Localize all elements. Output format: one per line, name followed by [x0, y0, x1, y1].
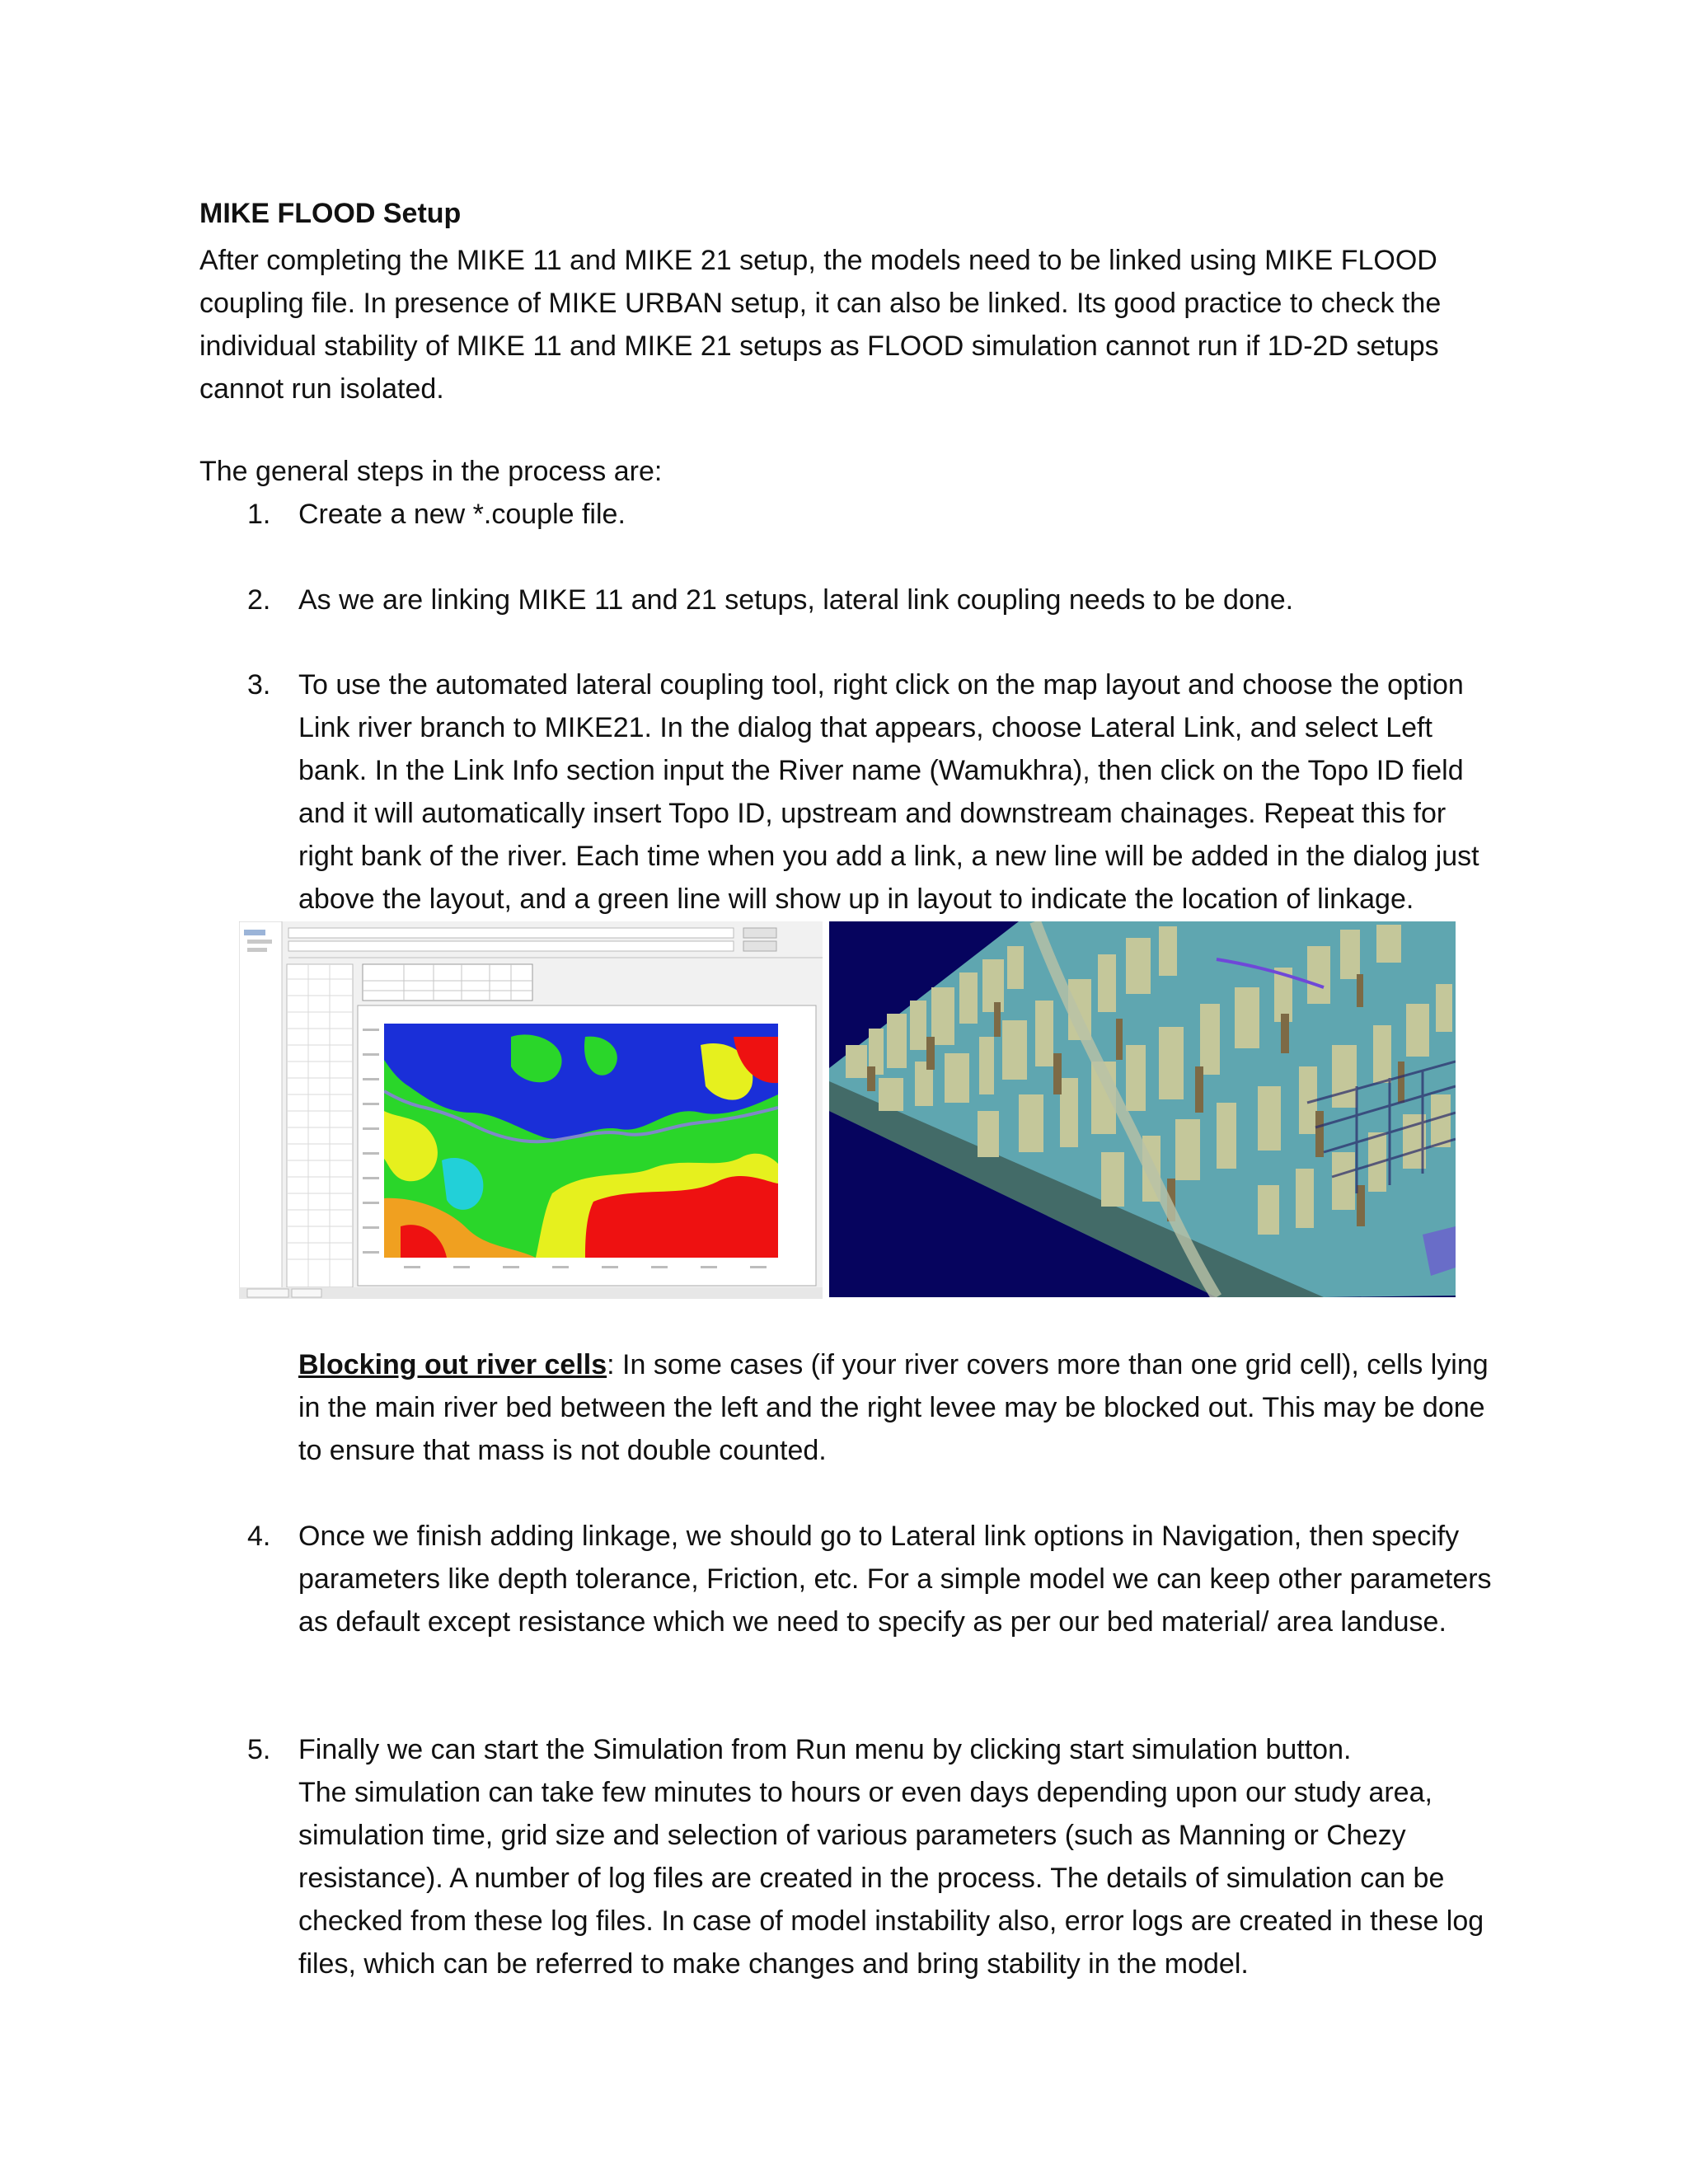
step-1-number: 1. — [247, 499, 271, 530]
step-4-number: 4. — [247, 1521, 271, 1552]
blocking-text: : In some cases (if your river covers more than one grid cell), cells lying in the main river bed between the left and the right levee may be blocked out. This may be done to ensure that mass is not double counted. — [298, 1349, 1489, 1466]
mike21-screenshot-image — [239, 921, 823, 1299]
step-5-number: 5. — [247, 1734, 271, 1765]
section-heading: MIKE FLOOD Setup — [199, 198, 462, 229]
intro-paragraph: After completing the MIKE 11 and MIKE 21 setup, the models need to be linked using MIKE FLOOD coupling file. In presence of MIKE URBAN setup, it can also be linked. Its good practice to check the individual stability of MIKE 11 and MIKE 21 setups as FLOOD simulation cannot run if 1D-2D setups cannot run isolated. — [199, 245, 1442, 405]
step-3-number: 3. — [247, 669, 271, 701]
step-1-text: Create a new *.couple file. — [298, 499, 626, 530]
step-5-detail: The simulation can take few minutes to hours or even days depending upon our study area, simulation time, grid size and selection of various parameters (such as Manning or Chezy resistance). A number of log files are created in the process. The details of simulation can be checked from these log files. In case of model instability also, error logs are created in these log files, which can be referred to make changes and bring stability in the model. — [298, 1777, 1484, 1980]
steps-intro: The general steps in the process are: — [199, 456, 663, 487]
step-3-text: To use the automated lateral coupling tool, right click on the map layout and choose the option Link river branch to MIKE21. In the dialog that appears, choose Lateral Link, and select Left bank. In the Link Info section input the River name (Wamukhra), then click on the Topo ID field and it will automatically insert Topo ID, upstream and downstream chainages. Repeat this for right bank of the river. Each time when you add a link, a new line will be added in the dialog just above the layout, and a green line will show up in layout to indicate the location of linkage. — [298, 669, 1479, 915]
step-4-text: Once we finish adding linkage, we should go to Lateral link options in Navigation, then specify parameters like depth tolerance, Friction, etc. For a simple model we can keep other parameters as default except resistance which we need to specify as per our bed material/ area landuse. — [298, 1521, 1492, 1638]
blocking-paragraph — [298, 1343, 1502, 1472]
step-2-number: 2. — [247, 584, 271, 616]
mike21-screenshot-figure — [239, 921, 823, 1299]
step-5-text: Finally we can start the Simulation from Run menu by clicking start simulation button. — [298, 1734, 1352, 1765]
step-2-text: As we are linking MIKE 11 and 21 setups, lateral link coupling needs to be done. — [298, 584, 1294, 616]
blocking-label: Blocking out river cells — [298, 1349, 607, 1380]
terrain-3d-figure — [829, 921, 1456, 1297]
terrain-3d-image — [829, 921, 1456, 1297]
